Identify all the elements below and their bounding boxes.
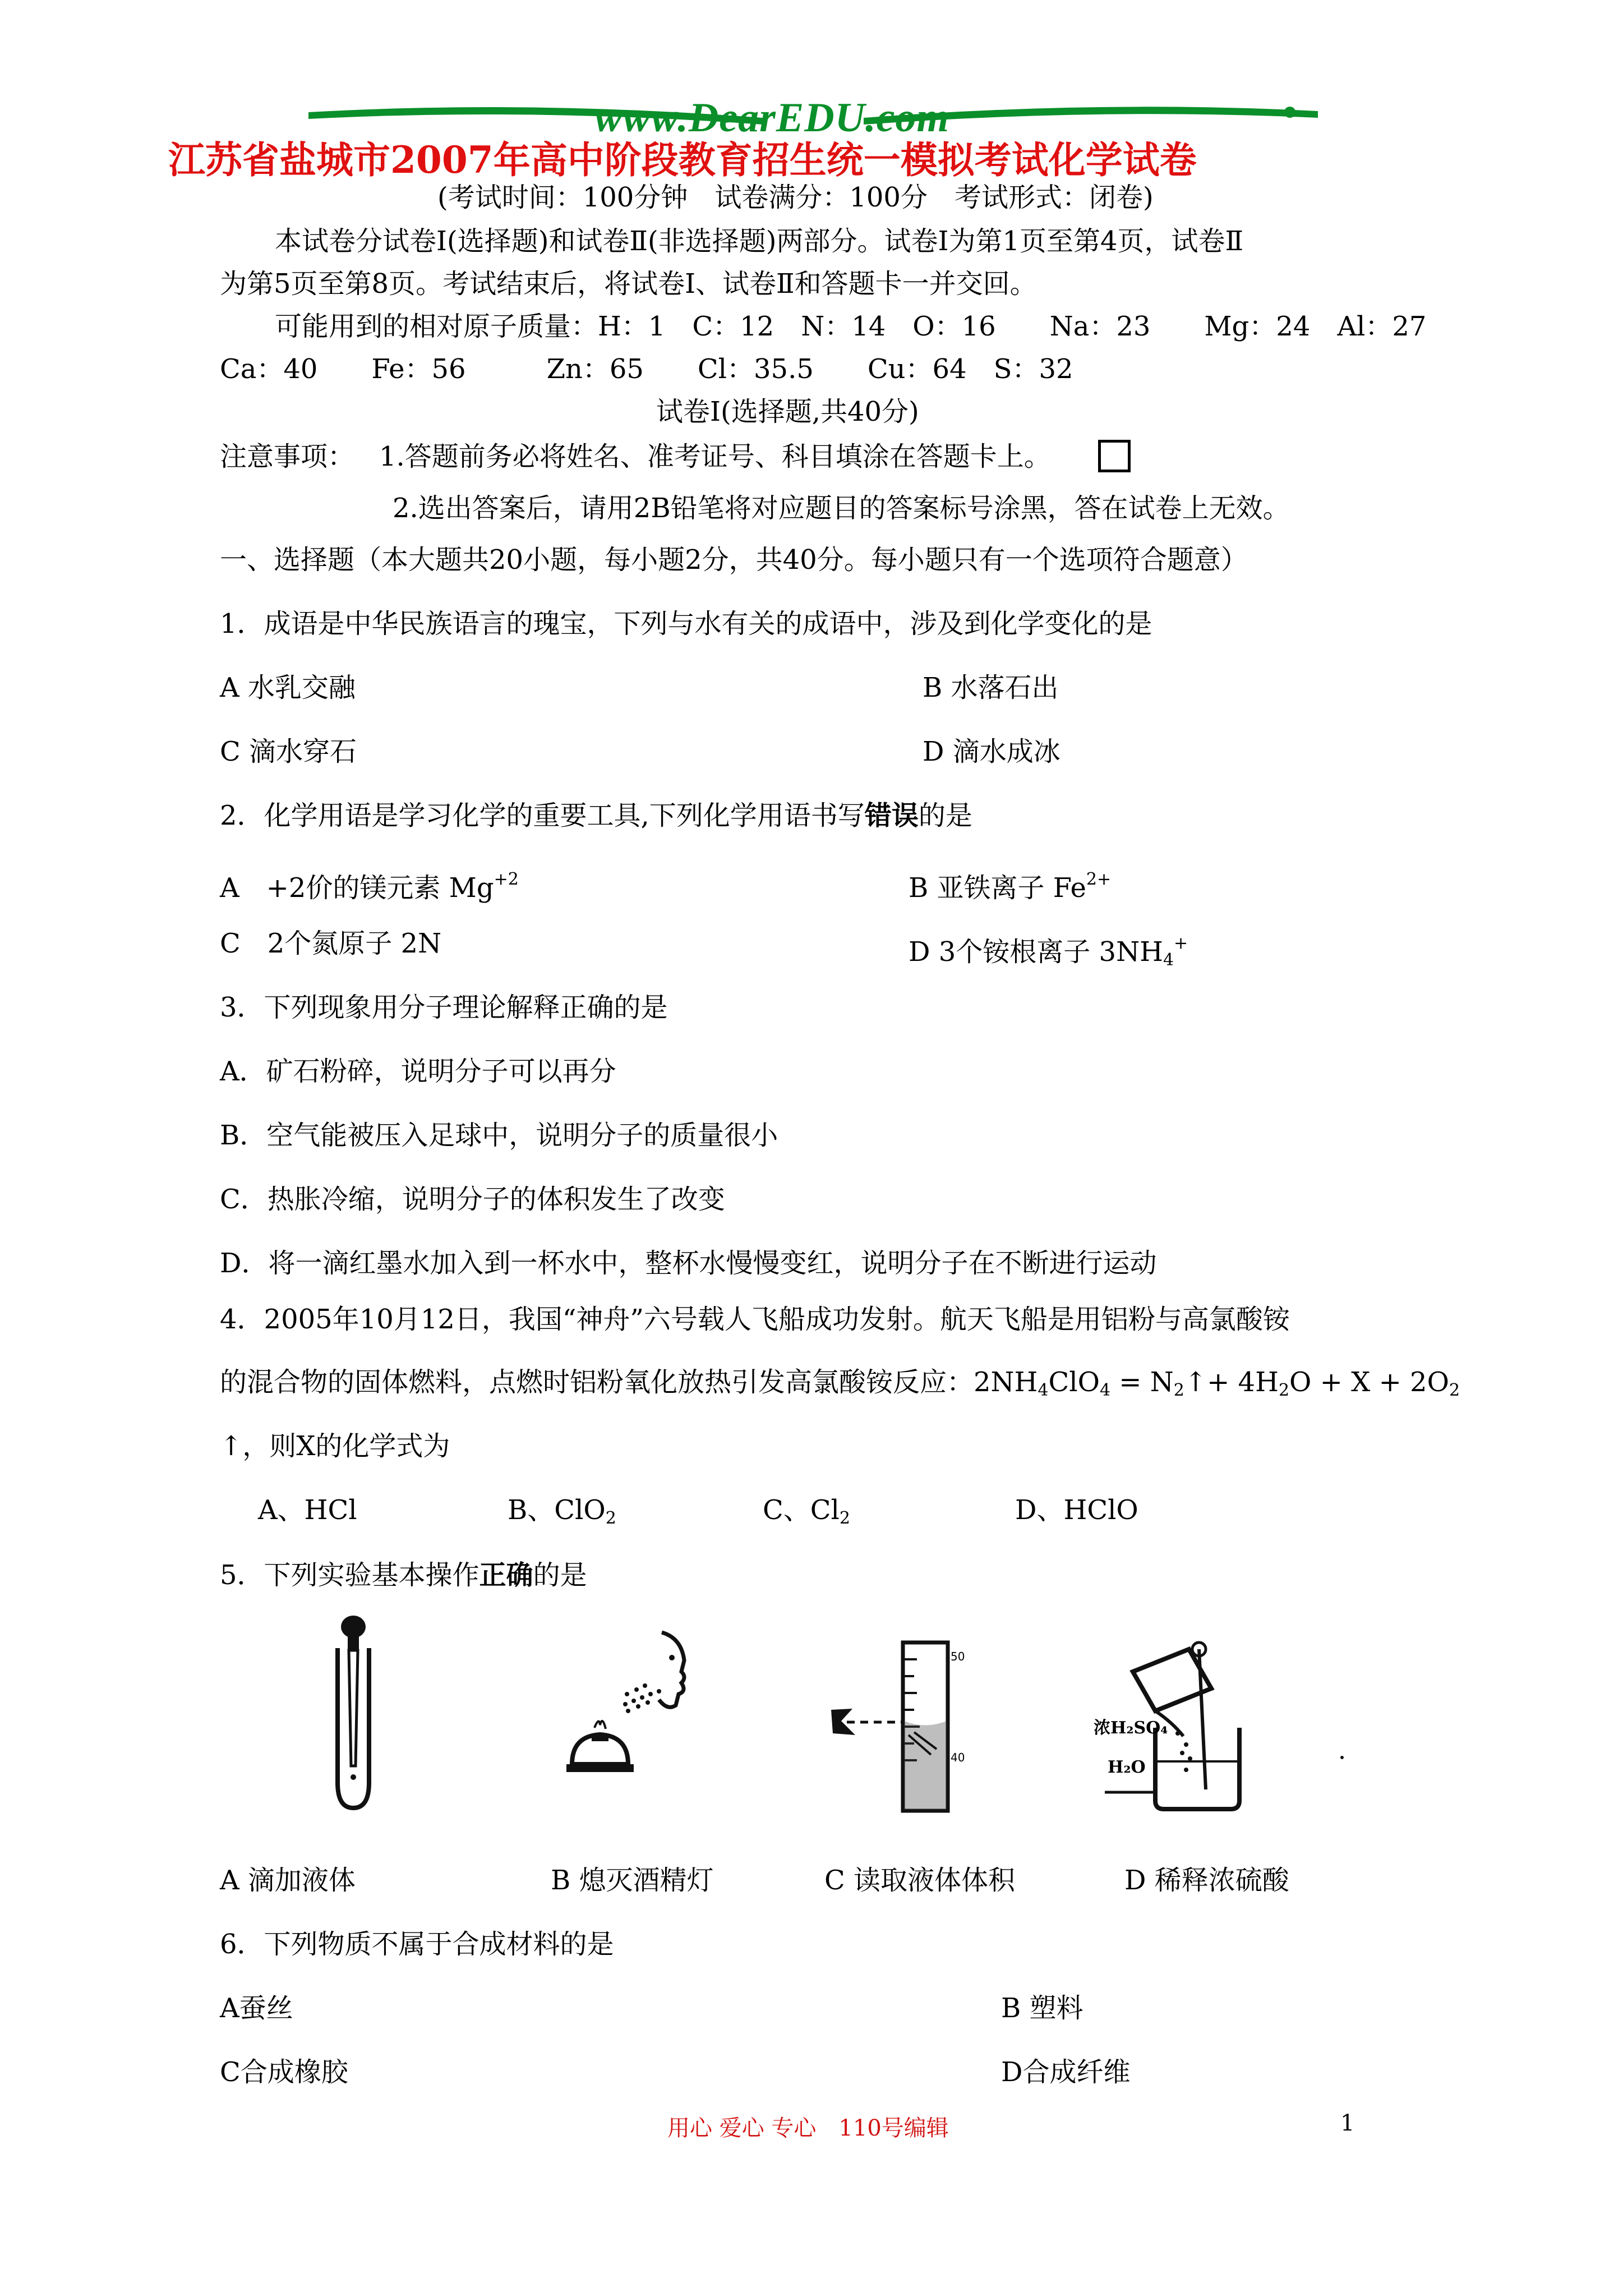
cylinder-tick-40: 40 [951,1751,965,1764]
q6-option-d: D合成纤维 [1001,2056,1131,2088]
answer-checkbox[interactable] [1098,440,1131,472]
stray-dot [1340,1756,1344,1759]
q2-b-text: B 亚铁离子 Fe [909,872,1086,904]
q2-stem-pre: 2．化学用语是学习化学的重要工具,下列化学用语书写 [220,800,865,831]
q4-line-1: 4．2005年10月12日，我国“神舟”六号载人飞船成功发射。航天飞船是用铝粉与高氯酸铵 [220,1304,1290,1335]
q1-option-c: C 滴水穿石 [220,736,357,767]
q5-stem [220,1558,587,1592]
q1-option-d: D 滴水成冰 [923,736,1061,767]
q4-line-2 [220,1365,1460,1407]
q2-d-superscript: + [1174,933,1188,953]
site-url: www.DearEDU.com [594,95,950,141]
q1-stem: 1．成语是中华民族语言的瑰宝，下列与水有关的成语中，涉及到化学变化的是 [220,608,1152,639]
atomic-masses-line-2: Ca：40 Fe：56 Zn：65 Cl：35.5 Cu：64 S：32 [220,353,1073,385]
q2-stem [220,799,972,832]
q6-option-b: B 塑料 [1001,1993,1083,2024]
q2-d-text: D 3个铵根离子 3NH [909,936,1163,968]
q2-stem-emphasis: 错误 [864,800,919,831]
notes-label: 注意事项： [220,441,355,472]
q3-option-d: D．将一滴红墨水加入到一杯水中，整杯水慢慢变红，说明分子在不断进行运动 [220,1248,1157,1279]
q6-option-a: A蚕丝 [220,1993,293,2024]
q2-a-text: A +2价的镁元素 Mg [220,872,494,904]
q4-c-text: C、Cl [763,1494,840,1526]
q4-line-3: ↑，则X的化学式为 [220,1430,450,1462]
q4-eq-sub: 2 [1278,1381,1290,1400]
q4-eq-sub: 2 [1449,1381,1460,1400]
q4-option-c [763,1493,850,1535]
q4-option-d: D、HClO [1015,1494,1138,1526]
part1-title: 试卷Ⅰ(选择题,共40分) [656,396,919,427]
page-title: 江苏省盐城市2007年高中阶段教育招生统一模拟考试化学试卷 [168,138,1197,182]
q2-option-a [220,863,519,905]
q4-eq-part: 的混合物的固体燃料，点燃时铝粉氧化放热引发高氯酸铵反应：2NH [220,1366,1038,1398]
q2-option-c: C 2个氮原子 2N [220,928,442,959]
label-concentrated-h2so4: 浓H₂SO₄ [1094,1718,1168,1738]
q4-eq-sub: 2 [1173,1381,1184,1400]
footer-text: 用心 爱心 专心 110号编辑 [667,2115,949,2141]
q5-option-d: D 稀释浓硫酸 [1124,1865,1289,1896]
q4-eq-sub: 4 [1099,1381,1111,1400]
q2-option-b [909,863,1111,905]
q5-option-a: A 滴加液体 [220,1865,356,1896]
q5-option-c: C 读取液体体积 [824,1865,1015,1896]
q2-a-superscript: +2 [494,869,519,889]
q4-b-sub: 2 [605,1508,616,1528]
q2-stem-post: 的是 [918,800,972,831]
q3-stem: 3．下列现象用分子理论解释正确的是 [220,992,668,1023]
q3-option-c: C．热胀冷缩，说明分子的体积发生了改变 [220,1184,725,1215]
label-water: H₂O [1108,1757,1146,1777]
q6-stem: 6．下列物质不属于合成材料的是 [220,1929,614,1960]
figure-blow-out-alcohol-lamp [561,1627,707,1812]
q2-d-subscript: 4 [1163,950,1174,970]
q4-b-text: B、ClO [508,1494,606,1526]
q1-option-a: A 水乳交融 [220,672,356,703]
q4-option-a: A、HCl [258,1494,357,1526]
q4-eq-part: ↑+ 4H [1184,1366,1279,1398]
q5-stem-pre: 5．下列实验基本操作 [220,1559,479,1591]
notes-item-2: 2.选出答案后，请用2B铅笔将对应题目的答案标号涂黑，答在试卷上无效。 [393,493,1290,524]
figure-dilute-sulfuric-acid [1094,1638,1273,1823]
q2-b-superscript: 2+ [1086,869,1112,889]
figure-dropper-test-tube [314,1614,393,1816]
q3-option-a: A．矿石粉碎，说明分子可以再分 [220,1056,616,1087]
q3-option-b: B．空气能被压入足球中，说明分子的质量很小 [220,1120,778,1151]
section-heading: 一、选择题（本大题共20小题，每小题2分，共40分。每小题只有一个选项符合题意） [220,544,1248,576]
intro-line-2: 为第5页至第8页。考试结束后，将试卷Ⅰ、试卷Ⅱ和答题卡一并交回。 [220,268,1037,300]
exam-info: (考试时间：100分钟 试卷满分：100分 考试形式：闭卷) [437,182,1154,213]
cylinder-tick-50: 50 [951,1650,965,1663]
page-number: 1 [1340,2110,1355,2136]
q4-option-b [508,1493,616,1535]
q4-eq-part: ClO [1048,1366,1100,1398]
q5-stem-post: 的是 [533,1559,587,1591]
notes-item-1: 1.答题前务必将姓名、准考证号、科目填涂在答题卡上。 [379,441,1051,472]
q4-eq-sub: 4 [1038,1381,1049,1400]
q2-option-d [909,927,1188,977]
figure-graduated-cylinder [824,1637,981,1816]
q5-stem-emphasis: 正确 [479,1559,533,1591]
q5-option-b: B 熄灭酒精灯 [551,1865,714,1896]
q6-option-c: C合成橡胶 [220,2056,348,2088]
atomic-masses-line-1: 可能用到的相对原子质量：H：1 C：12 N：14 O：16 Na：23 Mg：24 Al：27 [275,311,1427,342]
q4-eq-part: O + X + 2O [1289,1366,1449,1398]
q4-eq-part: = N [1110,1366,1174,1398]
q1-option-b: B 水落石出 [923,672,1059,703]
intro-line-1: 本试卷分试卷Ⅰ(选择题)和试卷Ⅱ(非选择题)两部分。试卷Ⅰ为第1页至第4页，试卷Ⅱ [275,226,1244,257]
q4-c-sub: 2 [839,1508,850,1528]
